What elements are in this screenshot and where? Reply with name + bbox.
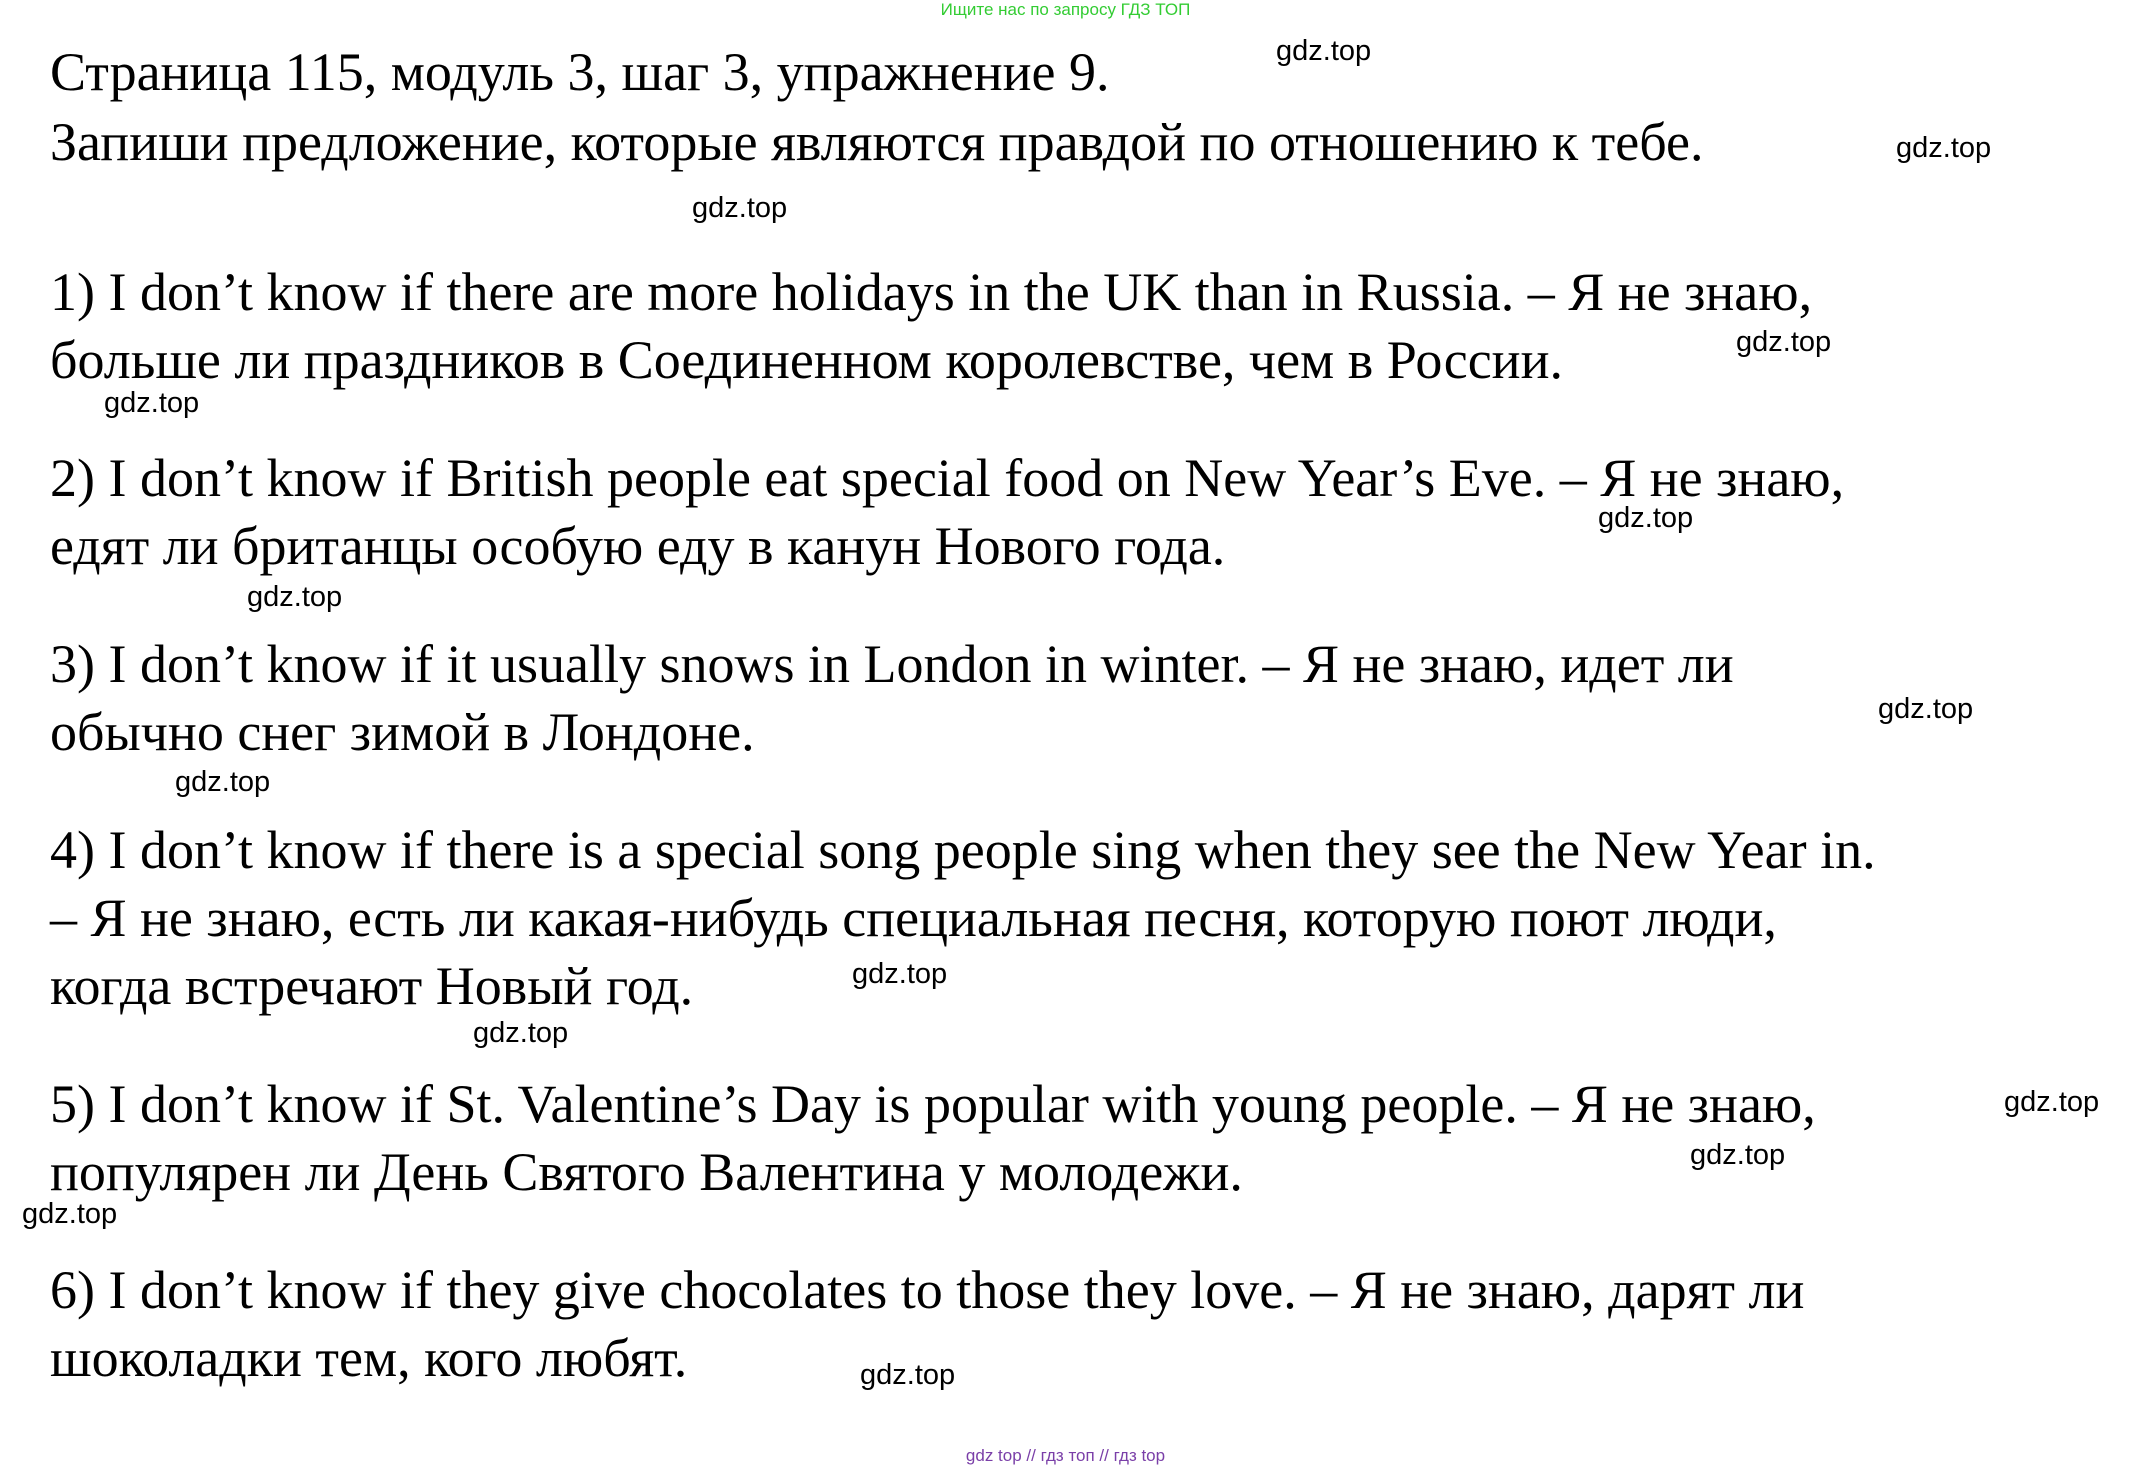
top-banner: Ищите нас по запросу ГДЗ ТОП [940, 0, 1191, 19]
item-line: 1) I don’t know if there are more holidays in the UK than in Russia. – Я не знаю, [50, 262, 1813, 322]
watermark: gdz.top [1690, 1139, 1786, 1171]
footer: gdz top // гдз топ // гдз top [965, 1446, 1166, 1465]
item-line: когда встречают Новый год. [50, 956, 694, 1016]
watermark: gdz.top [692, 192, 788, 224]
watermark: gdz.top [247, 581, 343, 613]
watermark: gdz.top [22, 1198, 118, 1230]
watermark: gdz.top [473, 1017, 569, 1049]
watermark: gdz.top [1878, 693, 1974, 725]
item-line: 6) I don’t know if they give chocolates to those they love. – Я не знаю, дарят ли [50, 1260, 1805, 1320]
item-line: 5) I don’t know if St. Valentine’s Day is popular with young people. – Я не знаю, [50, 1074, 1816, 1134]
item-line: больше ли праздников в Соединенном королевстве, чем в России. [50, 330, 1563, 390]
watermark: gdz.top [2004, 1086, 2100, 1118]
item-line: 3) I don’t know if it usually snows in London in winter. – Я не знаю, идет ли [50, 634, 1734, 694]
watermark: gdz.top [104, 387, 200, 419]
item-line: обычно снег зимой в Лондоне. [50, 702, 755, 762]
watermark: gdz.top [852, 958, 948, 990]
item-line: популярен ли День Святого Валентина у молодежи. [50, 1142, 1243, 1202]
watermark: gdz.top [1276, 35, 1372, 67]
page-title: Страница 115, модуль 3, шаг 3, упражнение 9. [50, 42, 1110, 102]
watermark: gdz.top [175, 766, 271, 798]
item-line: 2) I don’t know if British people eat special food on New Year’s Eve. – Я не знаю, [50, 448, 1845, 508]
watermark: gdz.top [1736, 326, 1832, 358]
watermark: gdz.top [860, 1359, 956, 1391]
item-line: шоколадки тем, кого любят. [50, 1328, 688, 1388]
watermark: gdz.top [1598, 502, 1694, 534]
watermark: gdz.top [1896, 132, 1992, 164]
exercise-instruction: Запиши предложение, которые являются правдой по отношению к тебе. [50, 112, 1704, 172]
item-line: 4) I don’t know if there is a special song people sing when they see the New Year in. [50, 820, 1876, 880]
item-line: едят ли британцы особую еду в канун Нового года. [50, 516, 1226, 576]
item-line: – Я не знаю, есть ли какая-нибудь специальная песня, которую поют люди, [50, 888, 1777, 948]
